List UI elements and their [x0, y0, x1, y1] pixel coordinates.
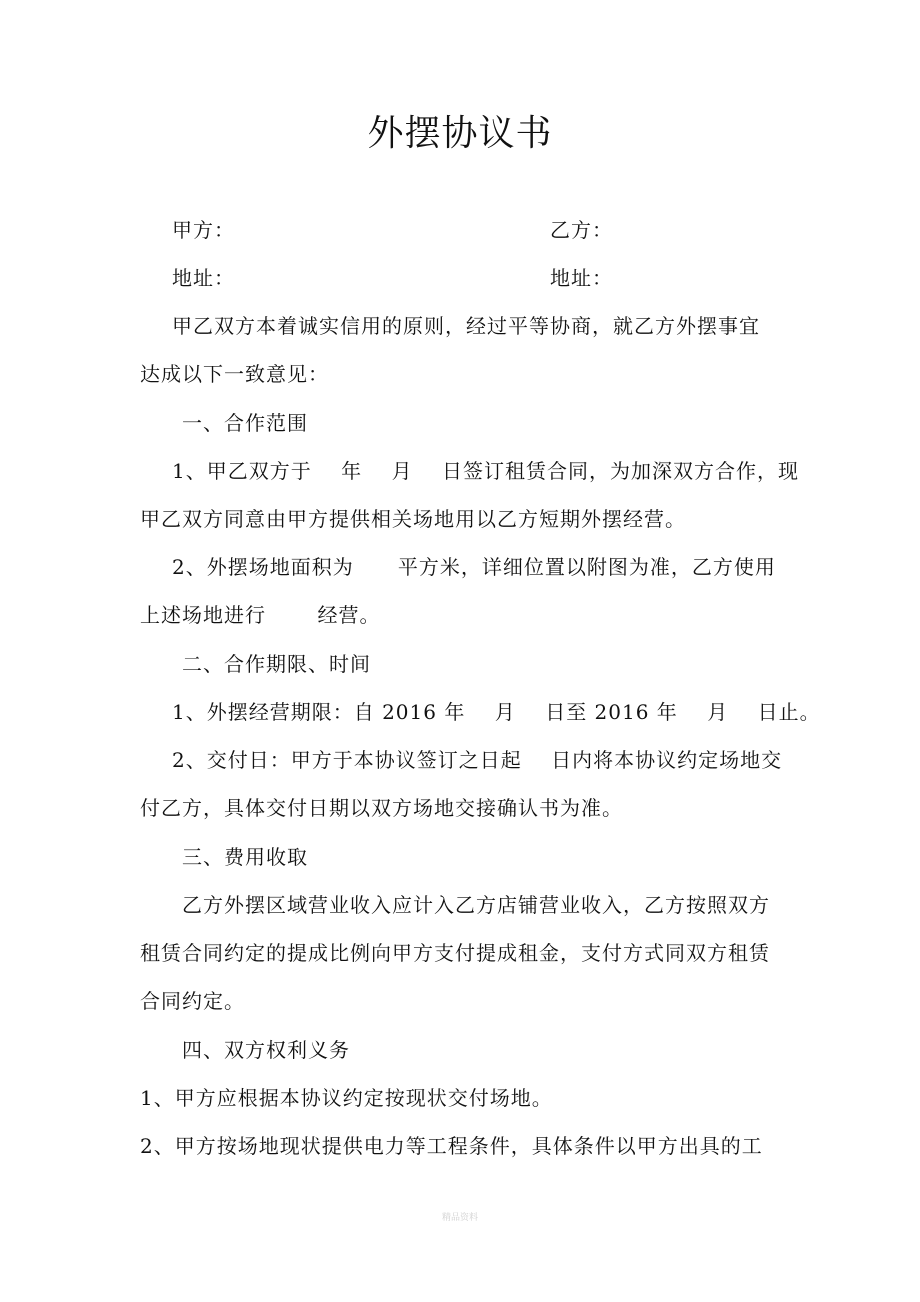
section-1-item-1-line-2: 甲乙双方同意由甲方提供相关场地用以乙方短期外摆经营。 — [140, 507, 686, 531]
section-1-item-2-line-2: 上述场地进行 经营。 — [140, 603, 381, 627]
section-2-item-2-line-1: 2、交付日：甲方于本协议签订之日起 日内将本协议约定场地交 — [172, 748, 783, 772]
section-1-item-2-line-1: 2、外摆场地面积为 平方米，详细位置以附图为准，乙方使用 — [172, 555, 776, 579]
section-3-para-line-1: 乙方外摆区域营业收入应计入乙方店铺营业收入，乙方按照双方 — [182, 893, 770, 917]
section-4-item-2-line-1: 2、甲方按场地现状提供电力等工程条件，具体条件以甲方出具的工 — [140, 1134, 763, 1158]
intro-line-2: 达成以下一致意见： — [140, 362, 329, 386]
address-b-label: 地址： — [550, 266, 613, 290]
section-2-heading: 二、合作期限、时间 — [182, 652, 371, 676]
party-b-label: 乙方： — [550, 218, 613, 242]
section-1-item-1-line-1: 1、甲乙双方于 年 月 日签订租赁合同，为加深双方合作，现 — [172, 459, 800, 483]
section-1-heading: 一、合作范围 — [182, 411, 308, 435]
address-a-label: 地址： — [172, 266, 235, 290]
document-title: 外摆协议书 — [367, 113, 553, 154]
section-2-item-1-line-1: 1、外摆经营期限：自 2016 年 月 日至 2016 年 月 日止。 — [172, 700, 821, 724]
section-4-heading: 四、双方权利义务 — [182, 1038, 350, 1062]
section-3-para-line-3: 合同约定。 — [140, 989, 245, 1013]
intro-line-1: 甲乙双方本着诚实信用的原则，经过平等协商，就乙方外摆事宜 — [172, 314, 760, 338]
section-4-item-1-line-1: 1、甲方应根据本协议约定按现状交付场地。 — [140, 1086, 553, 1110]
section-3-heading: 三、费用收取 — [182, 845, 308, 869]
section-3-para-line-2: 租赁合同约定的提成比例向甲方支付提成租金，支付方式同双方租赁 — [140, 941, 770, 965]
footer-watermark: 精品资料 — [441, 1213, 478, 1223]
party-a-label: 甲方： — [172, 218, 235, 242]
section-2-item-2-line-2: 付乙方，具体交付日期以双方场地交接确认书为准。 — [140, 796, 623, 820]
